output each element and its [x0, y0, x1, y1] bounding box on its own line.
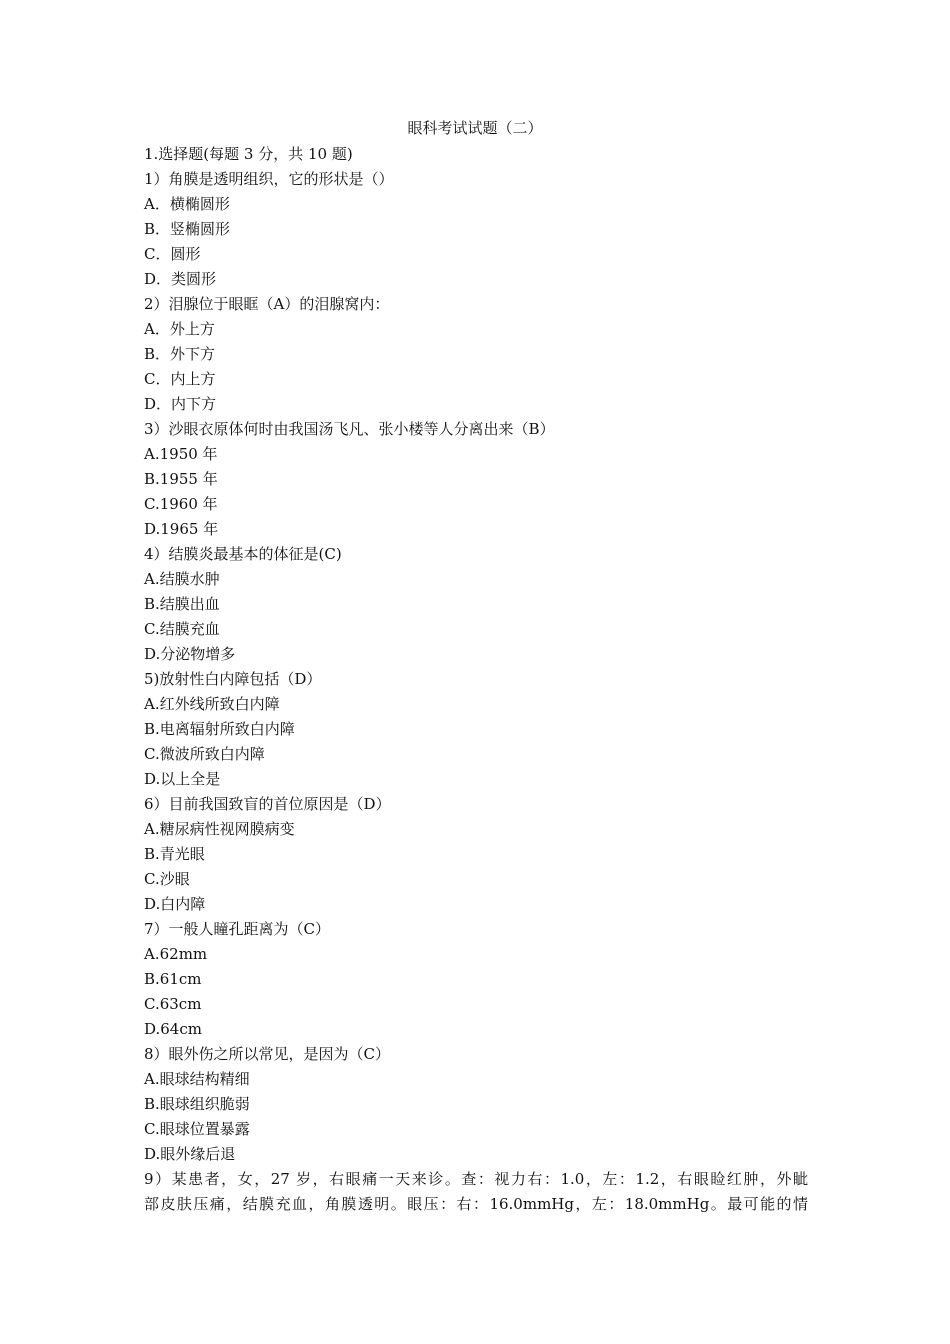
answer-option: D.眼外缘后退 — [144, 1145, 236, 1163]
answer-option: B.眼球组织脆弱 — [144, 1095, 250, 1113]
answer-option: A.糖尿病性视网膜病变 — [144, 820, 295, 838]
answer-option: B.61cm — [144, 970, 202, 988]
answer-option: B．竖椭圆形 — [144, 220, 231, 238]
question-stem: 8）眼外伤之所以常见，是因为（C） — [144, 1045, 391, 1063]
answer-option: B.青光眼 — [144, 845, 205, 863]
answer-option: C.微波所致白内障 — [144, 745, 265, 763]
answer-option: C.结膜充血 — [144, 620, 220, 638]
answer-option: A.结膜水肿 — [144, 570, 220, 588]
question-block — [144, 1042, 808, 1167]
question-stem: 6）目前我国致盲的首位原因是（D） — [144, 795, 391, 813]
answer-option: D．内下方 — [144, 395, 217, 413]
question-stem: 5)放射性白内障包括（D） — [144, 670, 322, 688]
question-stem: 7）一般人瞳孔距离为（C） — [144, 920, 331, 938]
question-block — [144, 417, 808, 542]
answer-option: C.眼球位置暴露 — [144, 1120, 250, 1138]
answer-option: A.眼球结构精细 — [144, 1070, 250, 1088]
question-block — [144, 792, 808, 917]
document-title: 眼科考试试题（二） — [407, 119, 543, 137]
question-stem: 1）角膜是透明组织，它的形状是（） — [144, 170, 394, 188]
answer-option: D.1965 年 — [144, 520, 219, 538]
answer-option: D.以上全是 — [144, 770, 221, 788]
question-stem: 2）泪腺位于眼眶（A）的泪腺窝内： — [144, 295, 390, 313]
question-block — [144, 542, 808, 667]
question-stem-line: 部皮肤压痛，结膜充血，角膜透明。眼压：右：16.0mmHg，左：18.0mmHg。最可能的情 — [144, 1195, 808, 1213]
answer-option: D.64cm — [144, 1020, 202, 1038]
answer-option: B.1955 年 — [144, 470, 218, 488]
answer-option: A.1950 年 — [144, 445, 218, 463]
answer-option: D.白内障 — [144, 895, 206, 913]
answer-option: A.红外线所致白内障 — [144, 695, 280, 713]
answer-option: D．类圆形 — [144, 270, 217, 288]
document-body — [144, 142, 808, 1217]
answer-option: C.沙眼 — [144, 870, 190, 888]
answer-option: A．外上方 — [144, 320, 215, 338]
answer-option: A．横椭圆形 — [144, 195, 230, 213]
question-stem: 4）结膜炎最基本的体征是(C) — [144, 545, 342, 563]
question-9-paragraph — [144, 1167, 808, 1217]
answer-option: B.电离辐射所致白内障 — [144, 720, 295, 738]
question-stem: 3）沙眼衣原体何时由我国汤飞凡、张小楼等人分离出来（B） — [144, 420, 555, 438]
question-block — [144, 667, 808, 792]
question-block — [144, 917, 808, 1042]
answer-option: C.63cm — [144, 995, 202, 1013]
question-block — [144, 167, 808, 292]
answer-option: C.1960 年 — [144, 495, 218, 513]
answer-option: B．外下方 — [144, 345, 216, 363]
question-block — [144, 292, 808, 417]
question-stem-line: 9）某患者，女，27 岁，右眼痛一天来诊。查：视力右：1.0，左：1.2，右眼睑红肿，外眦 — [144, 1170, 808, 1188]
section-heading: 1.选择题(每题 3 分，共 10 题) — [144, 145, 353, 163]
answer-option: B.结膜出血 — [144, 595, 220, 613]
answer-option: D.分泌物增多 — [144, 645, 236, 663]
answer-option: A.62mm — [144, 945, 208, 963]
answer-option: C．内上方 — [144, 370, 216, 388]
answer-option: C．圆形 — [144, 245, 201, 263]
